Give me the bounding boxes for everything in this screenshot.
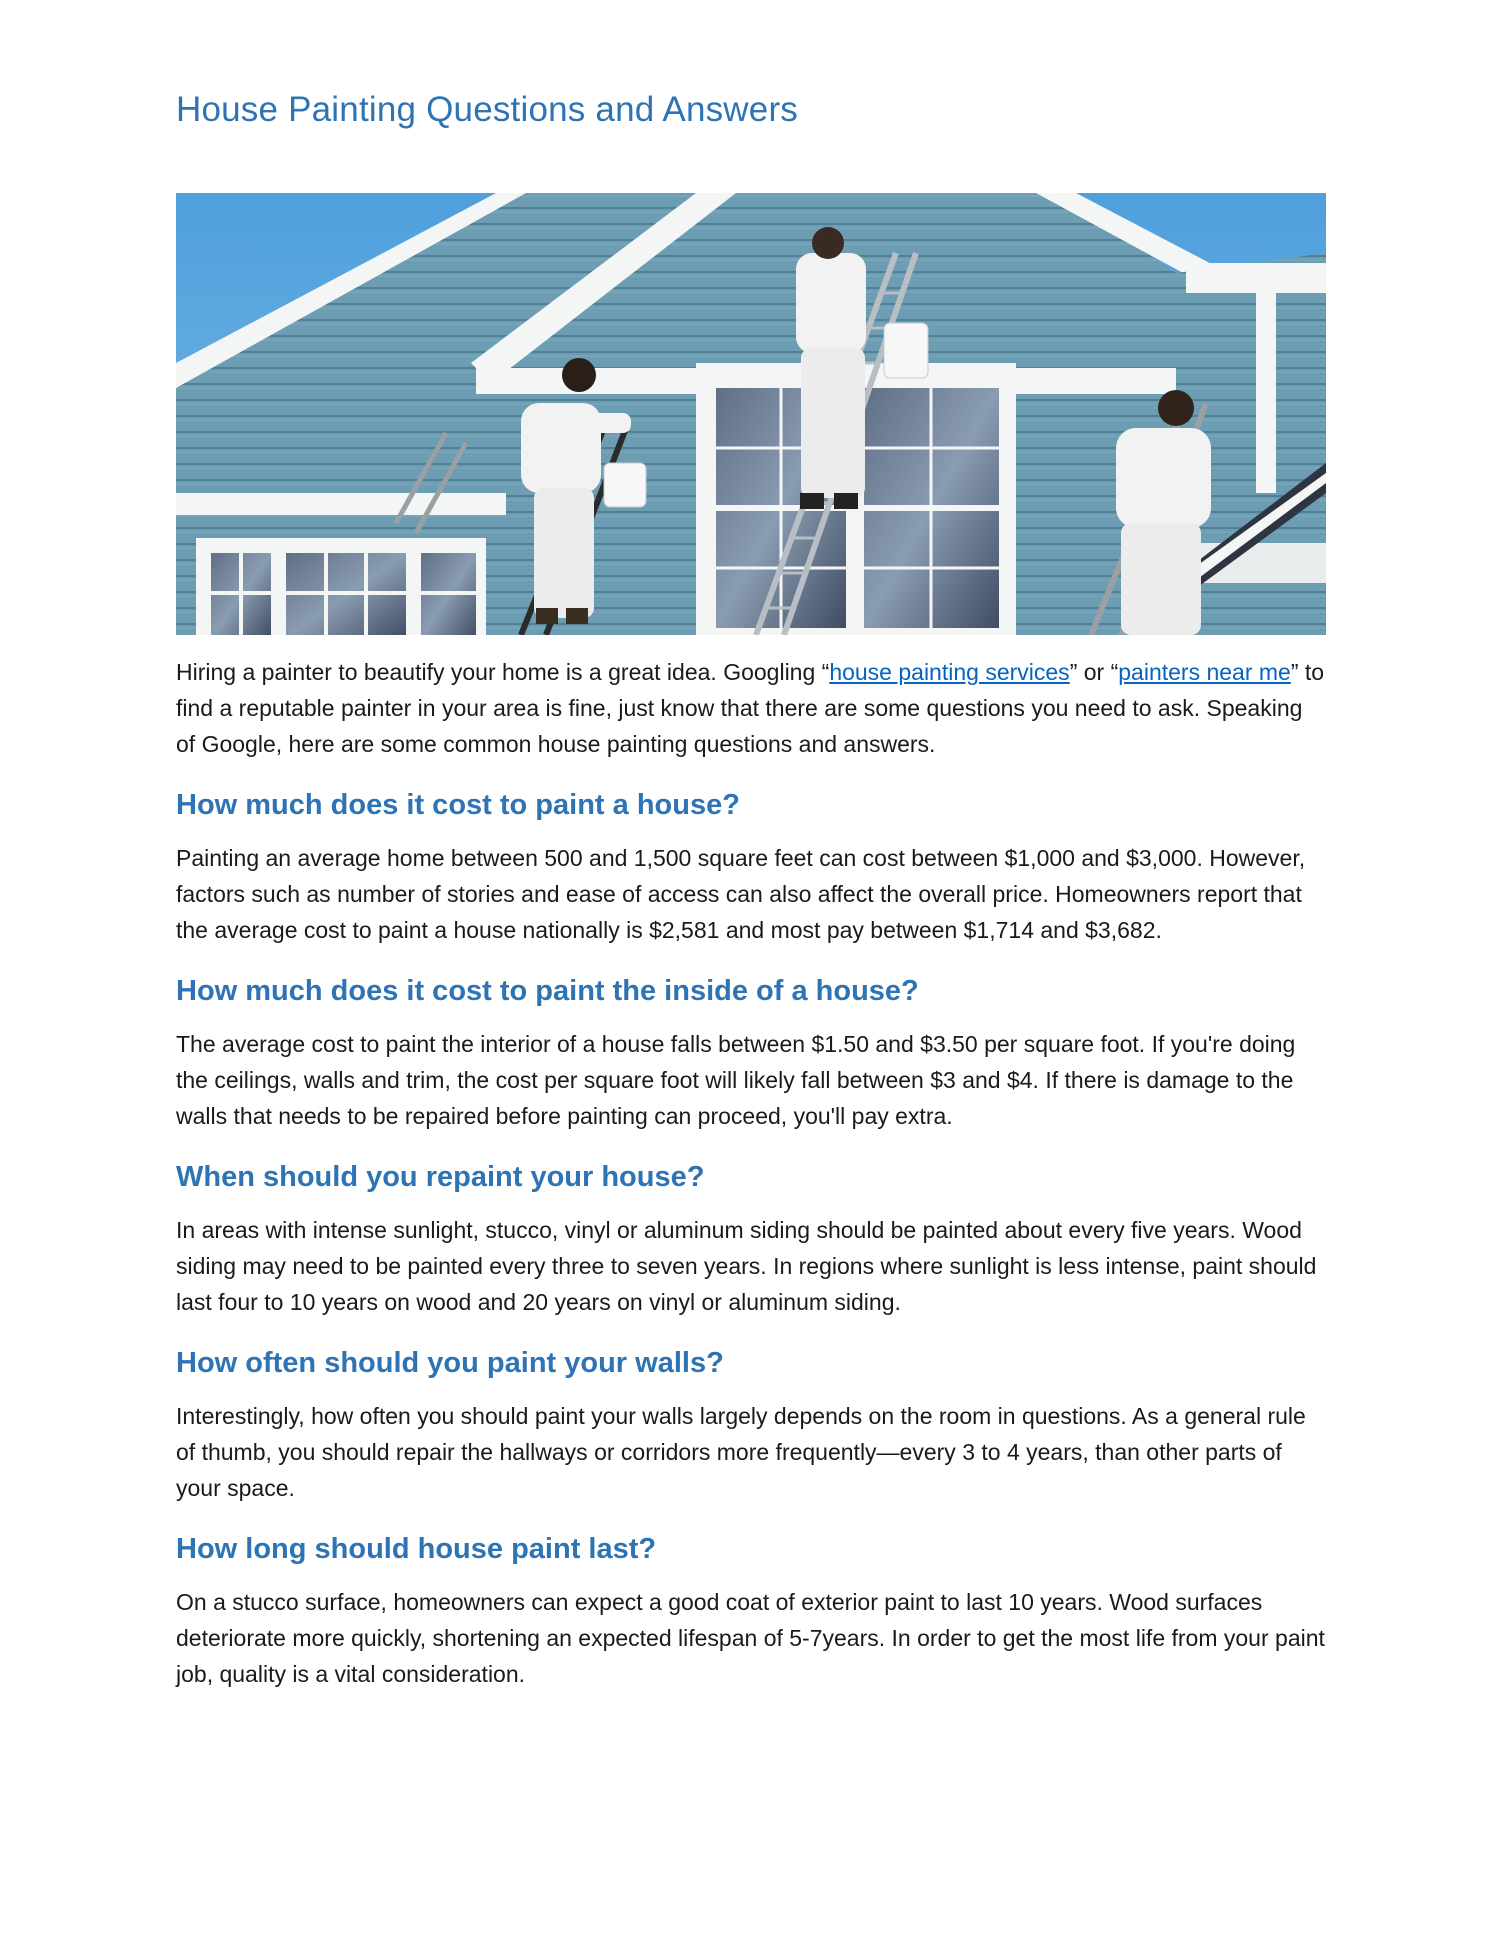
intro-paragraph [176, 654, 1326, 762]
section-heading: How much does it cost to paint a house? [176, 789, 740, 821]
section-body: In areas with intense sunlight, stucco, vinyl or aluminum siding should be painted about every five years. Wood siding may need to be painted every three to seven years. In regions where sunlight is less intense, paint should last four to 10 years on wood and 20 years on vinyl or aluminum siding. [176, 1217, 1317, 1315]
house-painting-services-link[interactable]: house painting services [829, 659, 1070, 685]
section-body: Painting an average home between 500 and 1,500 square feet can cost between $1,000 and $3,000. However, factors such as number of stories and ease of access can also affect the overall price. Homeowners report that the average cost to paint a house nationally is $2,581 and most pay between $1,714 and $3,682. [176, 845, 1306, 943]
painters-near-me-link[interactable]: painters near me [1118, 659, 1291, 685]
hero-image [176, 193, 1326, 635]
section-body: The average cost to paint the interior of a house falls between $1.50 and $3.50 per square foot. If you're doing the ceilings, walls and trim, the cost per square foot will likely fall between $3 and $4. If there is damage to the walls that needs to be repaired before painting can proceed, you'll pay extra. [176, 1031, 1296, 1129]
section-heading: How often should you paint your walls? [176, 1347, 724, 1379]
intro-text-2: ” or “ [1069, 659, 1119, 685]
article-body [176, 654, 1326, 1692]
section-heading: How much does it cost to paint the inside of a house? [176, 975, 919, 1007]
section-heading: When should you repaint your house? [176, 1161, 705, 1193]
section-body: On a stucco surface, homeowners can expect a good coat of exterior paint to last 10 years. Wood surfaces deteriorate more quickly, shortening an expected lifespan of 5-7years. In order to get the most life from your paint job, quality is a vital consideration. [176, 1589, 1325, 1687]
intro-text-1: Hiring a painter to beautify your home is a great idea. Googling “ [176, 659, 830, 685]
section-heading: How long should house paint last? [176, 1533, 657, 1565]
section-body: Interestingly, how often you should paint your walls largely depends on the room in questions. As a general rule of thumb, you should repair the hallways or corridors more frequently—every 3 to 4 years, than other parts of your space. [176, 1403, 1306, 1501]
page-title: House Painting Questions and Answers [176, 90, 799, 129]
intro-text-3: ” to find a reputable painter in your area is fine, just know that there are some questions you need to ask. Speaking of Google, here are some common house painting questions and answers. [176, 659, 1325, 757]
